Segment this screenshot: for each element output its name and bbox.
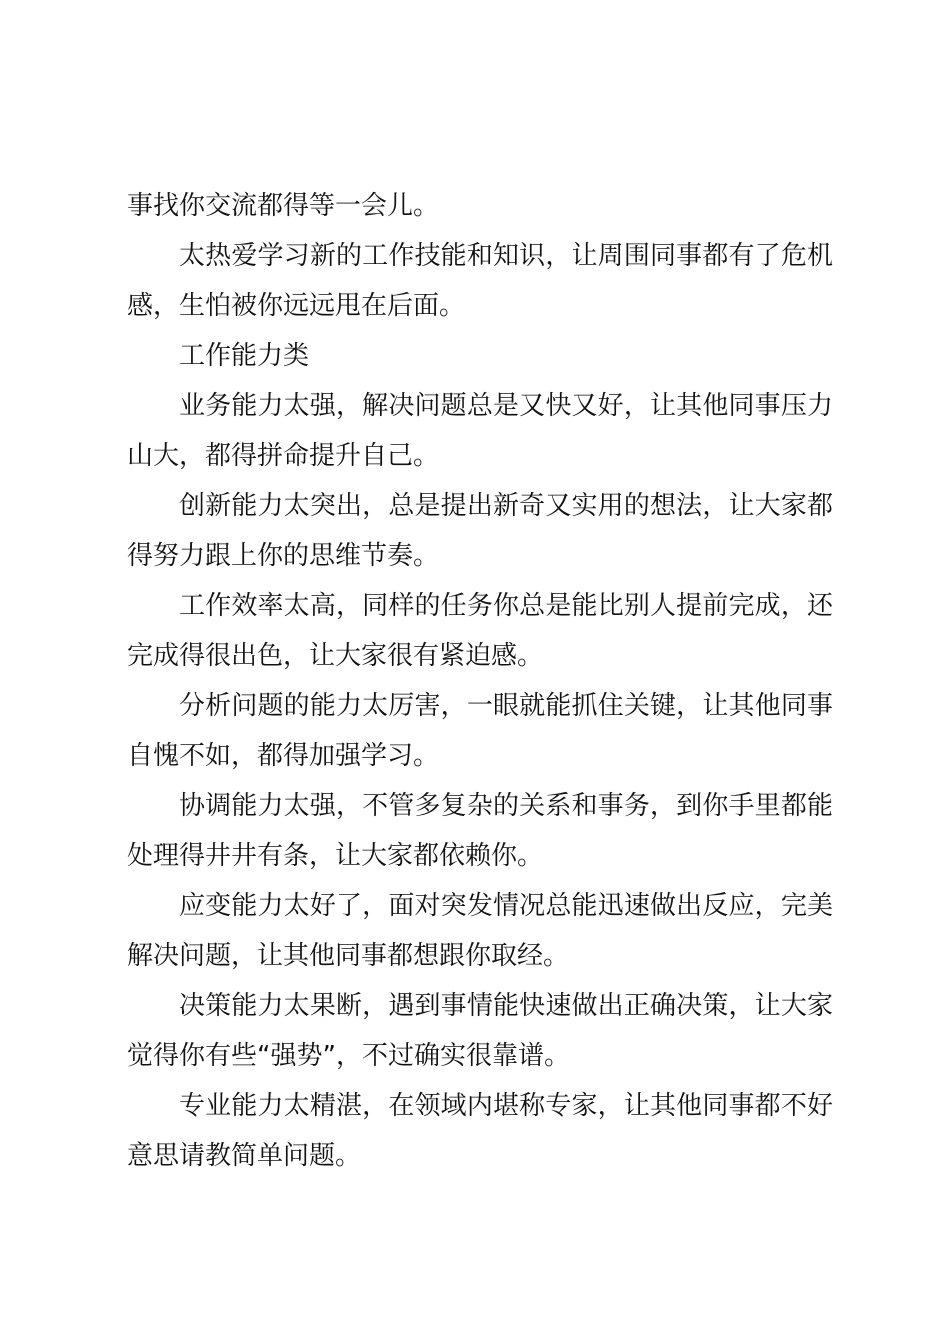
paragraph: 应变能力太好了，面对突发情况总能迅速做出反应，完美解决问题，让其他同事都想跟你取经。: [127, 891, 833, 971]
paragraph: 决策能力太果断，遇到事情能快速做出正确决策，让大家觉得你有些“强势”，不过确实很靠谱。: [127, 991, 833, 1071]
paragraph: 创新能力太突出，总是提出新奇又实用的想法，让大家都得努力跟上你的思维节奏。: [127, 491, 833, 571]
paragraph: 专业能力太精湛，在领域内堪称专家，让其他同事都不好意思请教简单问题。: [127, 1091, 833, 1171]
paragraph: 工作效率太高，同样的任务你总是能比别人提前完成，还完成得很出色，让大家很有紧迫感。: [127, 591, 833, 671]
document-body: [127, 181, 833, 1181]
paragraph: 业务能力太强，解决问题总是又快又好，让其他同事压力山大，都得拼命提升自己。: [127, 391, 833, 471]
paragraph: 分析问题的能力太厉害，一眼就能抓住关键，让其他同事自愧不如，都得加强学习。: [127, 691, 833, 771]
paragraph-continuation: 事找你交流都得等一会儿。: [127, 191, 440, 221]
paragraph: 太热爱学习新的工作技能和知识，让周围同事都有了危机感，生怕被你远远甩在后面。: [127, 241, 833, 321]
section-heading: 工作能力类: [179, 341, 310, 371]
paragraph: 协调能力太强，不管多复杂的关系和事务，到你手里都能处理得井井有条，让大家都依赖你。: [127, 791, 833, 871]
